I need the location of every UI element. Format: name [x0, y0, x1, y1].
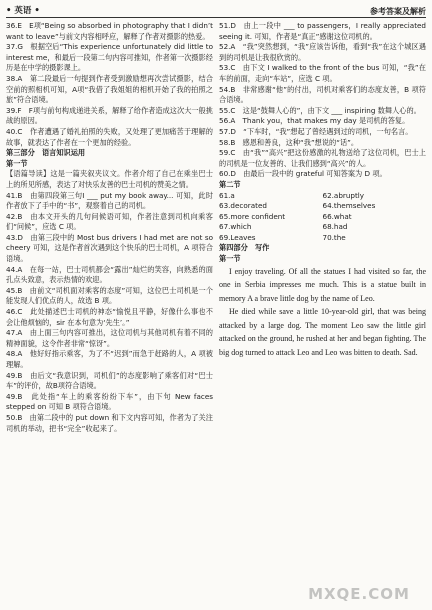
- section-title: 参考答案及解析: [370, 6, 426, 17]
- section-heading: 第二节: [219, 179, 241, 189]
- answer-paragraph: 39.F F项与前句构成递进关系，解释了给作者造成这次大一般挑战的原因。: [6, 105, 213, 126]
- section-heading: 第三部分 语言知识运用: [6, 148, 86, 158]
- answer-paragraph: 36.E E项“Being so absorbed in photography that I didn’t want to leave”与前文内容相呼应，解释了作者对摄影的热爱。: [6, 21, 213, 41]
- answer-paragraph: 48.A 他好好指示乘客，为了不“迟到”而急于赶路的人，A 项被理解。: [6, 349, 213, 369]
- answer-paragraph: 42.B 由本文开头的几句问候语可知，作者注意到司机向乘客们“问候”，应选 C 项。: [6, 211, 213, 232]
- watermark-text: MXQE.COM: [308, 584, 410, 603]
- grammar-answer: 65.more confident: [219, 211, 286, 221]
- answer-paragraph: 【语篇导读】这是一篇夹叙夹议文。作者介绍了自己在乘坐巴士上的所见所感，表达了对快乐友善的巴士司机的赞美之情。: [6, 169, 213, 189]
- answer-paragraph: 41.B 由第四段第三句I ___ put my book away... 可知，此时作者放下了手中的“书”，观察着自己的司机。: [6, 190, 213, 211]
- model-essay: [219, 265, 426, 360]
- grammar-answer: 64.themselves: [322, 201, 376, 211]
- answer-paragraph: 52.A “我”突然想到，“我”应该告诉他，看到“我”在这个城区遇到的司机是让我很欣赏的。: [219, 42, 426, 62]
- grammar-answer: 63.decorated: [219, 201, 267, 211]
- content-columns: [6, 21, 426, 434]
- answer-paragraph: 59.C 由“我”“高兴”把这份感激的礼物送给了这位司机，巴士上的司机是一位友善的、让我们感到“高兴”的人。: [219, 148, 426, 168]
- right-column-text: [219, 21, 426, 191]
- answer-paragraph: 38.A 第二段最后一句提到作者受到激励想再次尝试摄影，结合空前的照相机可知，A项“我借了我姐姐的相机开始了我的拍照之旅”符合语境。: [6, 73, 213, 105]
- answer-paragraph: 58.B 感恩和善良，这种“我”想说的“话”。: [219, 137, 359, 147]
- grammar-answer: 61.a: [219, 190, 235, 200]
- grammar-answer: 70.the: [322, 232, 346, 242]
- answer-paragraph: 57.D “下车时，“我”想起了曾经遇到过的司机，一句名言。: [219, 126, 413, 136]
- answer-paragraph: 60.D 由最后一段中的 grateful 可知答案为 D 项。: [219, 169, 387, 179]
- essay-paragraph: I enjoy traveling. Of all the statues I had visited so far, the one in Serbia impresses me much. This is a statue built in memory A a brave little dog by the name of Leo.: [219, 266, 426, 303]
- answer-paragraph: 37.G 根据空后“This experience unfortunately did little to interest me，和最后一段第二句内容可推知，作者第一次摄影经历是在中学的摄影课上。: [6, 42, 213, 73]
- answer-paragraph: 55.C 这是“鼓舞人心的”，由下文 ___ inspiring 数舞人心的。: [219, 105, 421, 115]
- answer-paragraph: 45.B 由前文“司机面对乘客的态度”可知，这位巴士司机是一个能发现人们优点的人，故选 B 项。: [6, 285, 213, 306]
- essay-paragraph: He died while save a little 10-year-old girl, that was being attacked by a large dog. The moment Leo saw the little girl attacked on the ground, he rushed at her and began fighting. The big dog turned to attack Leo and Leo was bitten to death. Sad.: [219, 307, 426, 357]
- grammar-answer: 62.abruptly: [322, 190, 365, 200]
- left-column: [6, 21, 213, 434]
- answer-paragraph: 46.C 此处描述巴士司机的神态“愉悦且平静，好像什么事也不会让他烦恼的，sir 在本句意为‘先生’。”: [6, 307, 213, 327]
- answer-paragraph: 50.B 由第二段中的 put down 和下文内容可知，作者为了关注司机的举动，把书“完全”收起来了。: [6, 412, 213, 433]
- section-heading: 第一节: [6, 158, 28, 168]
- subject-label: • 英语 •: [6, 6, 40, 17]
- part4-title: 第四部分 写作: [219, 243, 270, 253]
- grammar-answer: 69.Leaves: [219, 232, 256, 242]
- grammar-answer: 67.which: [219, 222, 252, 232]
- right-column: [219, 21, 426, 434]
- answer-paragraph: 56.A Thank you，that makes my day 是司机的答复。: [219, 116, 410, 126]
- answer-paragraph: 49.B 此处指“车上的乘客纷纷下车”，由下句 New faces stepped on 可知 B 项符合语境。: [6, 391, 213, 412]
- watermark-logo: [294, 580, 424, 608]
- answer-paragraph: 47.A 由上面三句内容可推出，这位司机与其他司机有着不同的精神面貌，这令作者非常“惊讶”。: [6, 328, 213, 348]
- answer-paragraph: 49.B 由后文“我意识到，司机们”的态度影响了乘客们对“巴士车”的评价，故B项符合语境。: [6, 370, 213, 391]
- grammar-answer: 66.what: [322, 211, 352, 221]
- answer-grid: [219, 191, 426, 244]
- answer-paragraph: 40.C 作者遭遇了婚礼拍照的失败，又处理了更加痛苦于理解的故事，就表达了作者在一个更加的经验。: [6, 126, 213, 147]
- answer-paragraph: 54.B 非常感谢“他”的付出，司机对乘客们的态度友善，B 项符合语境。: [219, 84, 426, 105]
- answer-paragraph: 43.D 由第三段中的 Most bus drivers I had met are not so cheery 可知，这是作者首次遇到这个快乐的巴士司机，A 项符合语境。: [6, 232, 213, 264]
- part4-subtitle: 第一节: [219, 254, 241, 264]
- answer-paragraph: 51.D 由上一段中 ___ to passengers，I really appreciated seeing it. 可知，作者是“真正”感谢这位司机的。: [219, 21, 426, 41]
- answer-paragraph: 53.C 由下文 I walked to the front of the bus 可知，“我”在车的前面，走向“车站”，应选 C 项。: [219, 63, 426, 83]
- grammar-answer: 68.had: [322, 222, 348, 232]
- answer-paragraph: 44.A 在每一站，巴士司机都会“露出”灿烂的笑容，向熟悉的面孔点头致意，表示热情的欢迎。: [6, 264, 213, 285]
- page-header: [6, 3, 426, 18]
